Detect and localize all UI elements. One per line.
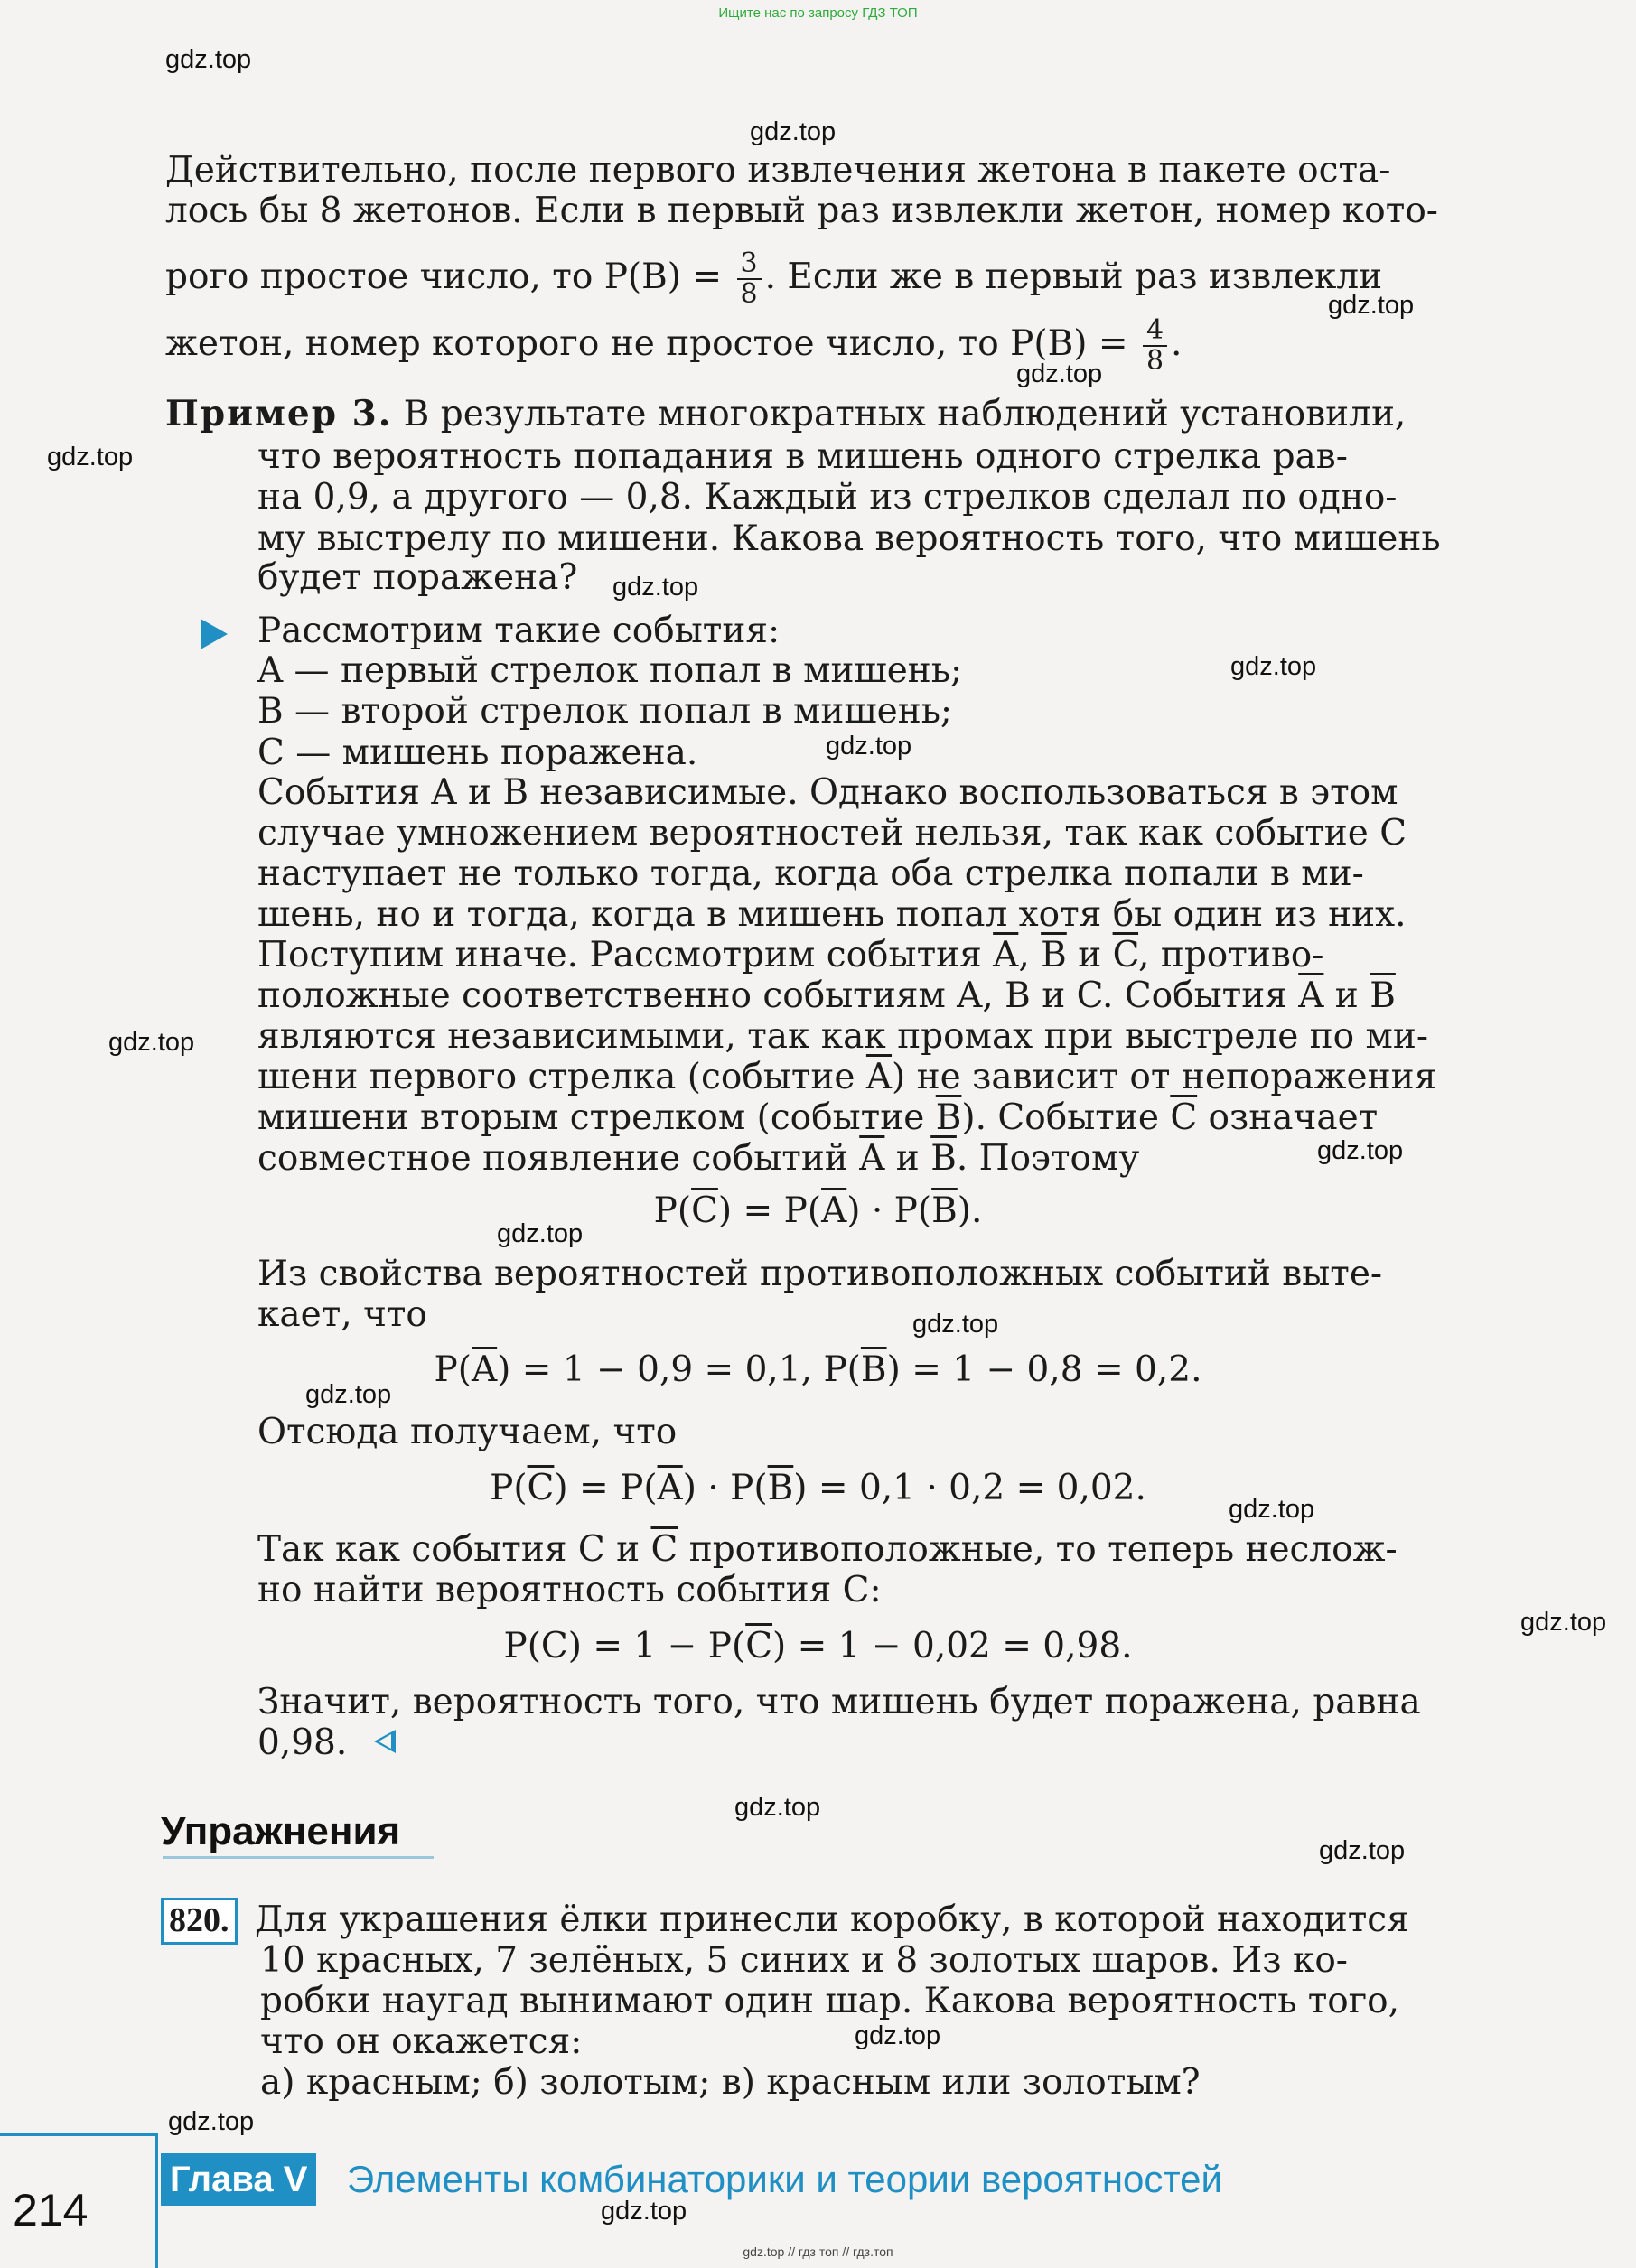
fraction: $\frac{3}{8}$	[737, 249, 762, 309]
equation-3: $P(\overline{C}) = P(\overline{A}) \cdot P(\overline{B}) = 0,1 \cdot 0,2 = 0,02$.	[490, 1468, 1146, 1508]
solution-line: Отсюда получаем, что	[257, 1412, 678, 1452]
intro-line: жетон, номер которого не простое число, то P(B) = $\frac{4}{8}$ .	[165, 314, 1183, 377]
bottom-note: gdz.top // гдз топ // гдз.топ	[743, 2245, 893, 2259]
solution-line: События A и B независимые. Однако воспользоваться в этом	[257, 772, 1398, 813]
solution-line: Поступим иначе. Рассмотрим события $\overline{A}$, $\overline{B}$ и $\overline{C}$, противо-	[257, 935, 1324, 975]
watermark: gdz.top	[912, 1310, 999, 1339]
watermark: gdz.top	[734, 1793, 821, 1822]
exercise-line: робки наугад вынимают один шар. Какова вероятность того,	[260, 1981, 1400, 2021]
solution-line: являются независимыми, так как промах при выстреле по ми-	[257, 1016, 1429, 1057]
watermark: gdz.top	[165, 45, 252, 74]
watermark: gdz.top	[1229, 1495, 1315, 1524]
solution-line: Рассмотрим такие события:	[257, 611, 781, 651]
example-line: му выстрелу по мишени. Какова вероятность того, что мишень	[257, 518, 1441, 559]
exercise-line: что он окажется:	[260, 2021, 583, 2062]
solution-line: Так как события C и $\overline{C}$ противоположные, то теперь неслож-	[257, 1529, 1398, 1570]
page-number: 214	[13, 2185, 89, 2235]
example-line: будет поражена?	[257, 557, 578, 598]
equation-1: $P(\overline{C}) = P(\overline{A}) \cdot P(\overline{B})$.	[653, 1190, 983, 1231]
solution-line: кает, что	[257, 1294, 427, 1335]
watermark: gdz.top	[1230, 652, 1317, 681]
watermark: gdz.top	[168, 2107, 255, 2136]
watermark: gdz.top	[305, 1380, 392, 1409]
exercises-title: Упражнения	[161, 1809, 401, 1853]
exercise-options: а) красным; б) золотым; в) красным или золотым?	[260, 2062, 1201, 2103]
solution-line: 0,98.	[257, 1722, 348, 1763]
exercise-line: 10 красных, 7 зелёных, 5 синих и 8 золотых шаров. Из ко-	[260, 1940, 1348, 1981]
exercise-line: Для украшения ёлки принесли коробку, в которой находится	[255, 1899, 1409, 1940]
solution-line: B — второй стрелок попал в мишень;	[257, 691, 953, 732]
solution-line: C — мишень поражена.	[257, 733, 698, 773]
example-line: на 0,9, а другого — 0,8. Каждый из стрелков сделал по одно-	[257, 477, 1398, 518]
watermark: gdz.top	[826, 732, 912, 761]
equation-2: $P(\overline{A}) = 1 - 0,9 = 0,1$, $P(\overline{B}) = 1 - 0,8 = 0,2$.	[434, 1349, 1202, 1390]
exercise-number: 820.	[161, 1898, 238, 1945]
solution-line: положные соответственно событиям A, B и C. События $\overline{A}$ и $\overline{B}$	[257, 975, 1396, 1016]
solution-line: Из свойства вероятностей противоположных событий выте-	[257, 1254, 1383, 1294]
footer-rule	[0, 2133, 158, 2136]
example-heading: Пример 3. В результате многократных наблюдений установили,	[165, 393, 1407, 434]
solution-line: но найти вероятность события C:	[257, 1570, 882, 1610]
solution-line: шени первого стрелка (событие $\overline{A}$) не зависит от непоражения	[257, 1057, 1437, 1097]
solution-line: совместное появление событий $\overline{A}$ и $\overline{B}$. Поэтому	[257, 1138, 1140, 1179]
watermark: gdz.top	[601, 2197, 687, 2226]
example-label: Пример 3.	[165, 393, 393, 434]
example-line: что вероятность попадания в мишень одного стрелка рав-	[257, 436, 1348, 477]
watermark: gdz.top	[1319, 1836, 1406, 1865]
fraction: $\frac{4}{8}$	[1143, 316, 1167, 376]
watermark: gdz.top	[855, 2021, 941, 2050]
solution-line: шень, но и тогда, когда в мишень попал хотя бы один из них.	[257, 894, 1407, 935]
intro-line: рого простое число, то P(B) = $\frac{3}{8}$ . Если же в первый раз извлекли	[165, 247, 1383, 310]
solution-line: A — первый стрелок попал в мишень;	[257, 650, 963, 691]
watermark: gdz.top	[497, 1219, 584, 1248]
watermark: gdz.top	[750, 117, 837, 146]
solution-line: Значит, вероятность того, что мишень будет поражена, равна	[257, 1682, 1421, 1722]
equation-4: $P(C) = 1 - P(\overline{C}) = 1 - 0,02 = 0,98$.	[503, 1626, 1133, 1666]
watermark: gdz.top	[1016, 359, 1103, 388]
solution-line: случае умножением вероятностей нельзя, так как событие C	[257, 813, 1407, 854]
watermark: gdz.top	[612, 573, 699, 602]
intro-line: лось бы 8 жетонов. Если в первый раз извлекли жетон, номер кото-	[165, 191, 1438, 231]
solution-end-marker-icon	[374, 1730, 396, 1753]
top-note: Ищите нас по запросу ГДЗ ТОП	[718, 5, 918, 21]
watermark: gdz.top	[108, 1028, 195, 1057]
intro-line: Действительно, после первого извлечения жетона в пакете оста-	[165, 150, 1391, 191]
watermark: gdz.top	[47, 443, 134, 471]
watermark: gdz.top	[1328, 291, 1415, 320]
chapter-label: Глава V	[161, 2153, 316, 2206]
chapter-title: Элементы комбинаторики и теории вероятностей	[347, 2158, 1222, 2200]
solution-start-marker-icon	[201, 619, 228, 649]
solution-line: наступает не только тогда, когда оба стрелка попали в ми-	[257, 854, 1364, 894]
watermark: gdz.top	[1317, 1136, 1404, 1165]
watermark: gdz.top	[1520, 1608, 1607, 1637]
exercises-rule	[163, 1856, 434, 1859]
solution-line: мишени вторым стрелком (событие $\overline{B}$). Событие $\overline{C}$ означает	[257, 1097, 1379, 1138]
